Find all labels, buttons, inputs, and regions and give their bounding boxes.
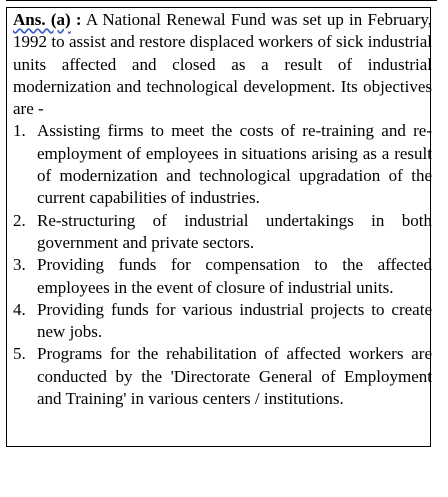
list-item	[13, 254, 432, 299]
list-item-number: 5.	[13, 344, 26, 364]
answer-label-prefix: Ans. (a)	[13, 10, 71, 29]
list-item-number: 2.	[13, 210, 26, 230]
list-item-text: Re-structuring of industrial undertakings in both government and private sectors.	[37, 210, 432, 252]
answer-label-suffix: :	[70, 10, 82, 29]
list-item-number: 4.	[13, 299, 26, 319]
list-item-text: Providing funds for various industrial projects to create new jobs.	[37, 299, 432, 342]
list-item-text: Programs for the rehabilitation of affected workers are conducted by the 'Directorate General of Employment and Training' in various centers / institutions.	[37, 344, 432, 409]
list-item	[13, 120, 432, 209]
answer-label	[13, 10, 82, 29]
answer-text	[13, 9, 432, 410]
objectives-list	[13, 120, 432, 410]
list-item-text: Providing funds for compensation to the affected employees in the event of closure of industrial units.	[37, 255, 432, 297]
top-rule	[6, 0, 437, 1]
answer-intro-text: A National Renewal Fund was set up in February, 1992 to assist and restore displaced workers of sick industrial units affected and closed as a result of industrial modernization and technological development. Its objectives are -	[13, 10, 433, 119]
answer-intro	[13, 9, 432, 120]
list-item-number: 1.	[13, 121, 26, 141]
list-item-number: 3.	[13, 255, 26, 275]
list-item	[13, 210, 432, 255]
list-item	[13, 299, 432, 344]
list-item	[13, 343, 432, 410]
list-item-text: Assisting firms to meet the costs of re-training and re-employment of employees in situations arising as a result of modernization and technological upgradation of the current capabilities of industries.	[37, 121, 432, 208]
